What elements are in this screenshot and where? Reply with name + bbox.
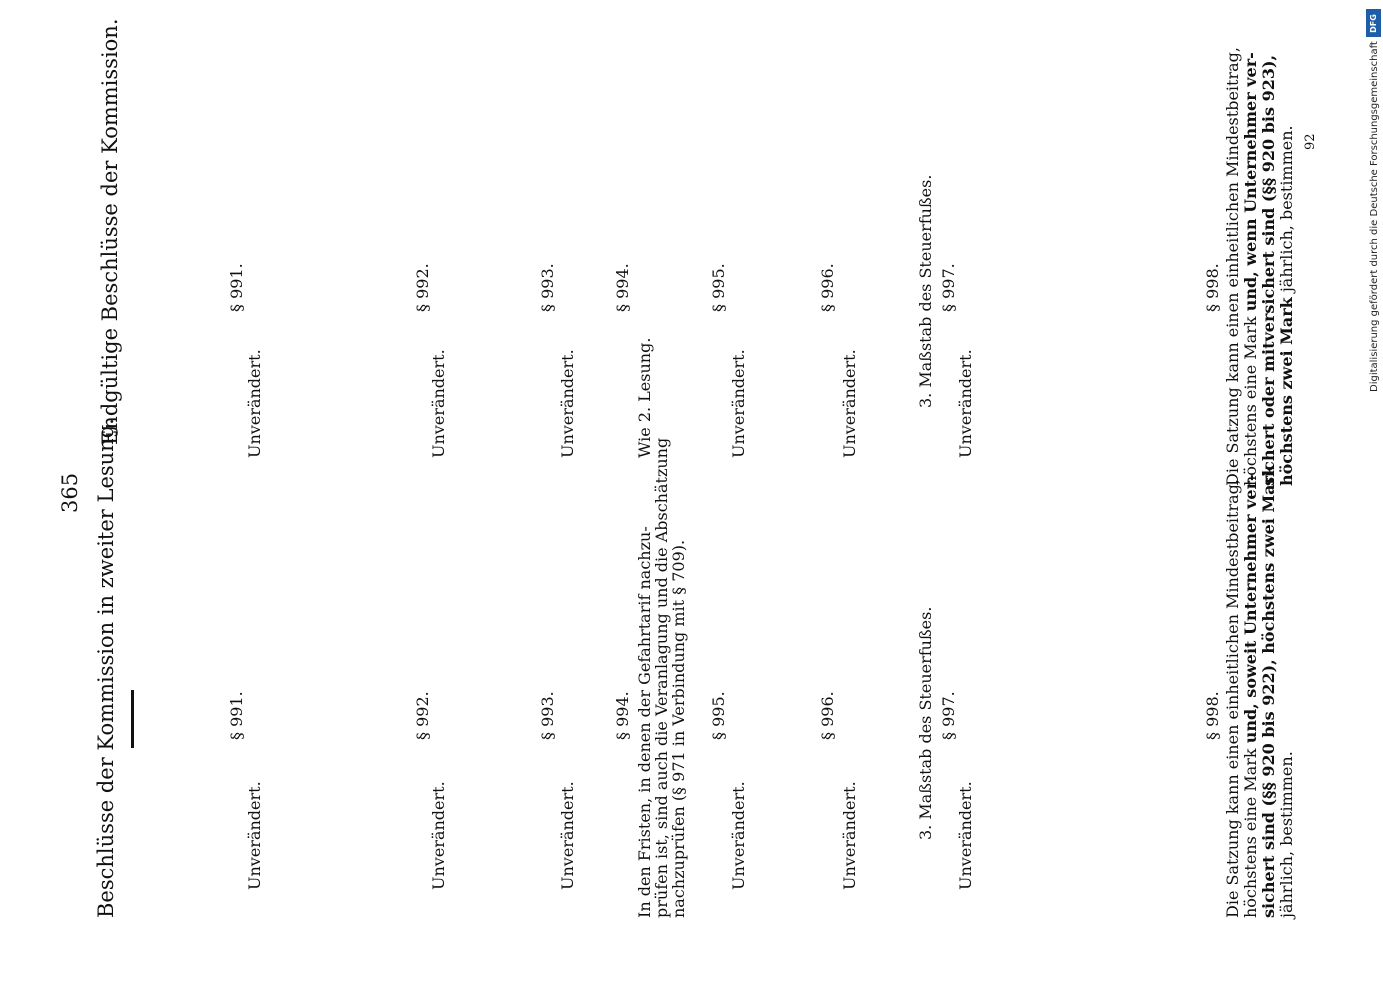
signature-mark: 92 — [1303, 133, 1318, 150]
right-unchanged-997: Unverändert. — [956, 349, 975, 458]
left-para-996: § 996. — [818, 691, 837, 740]
left-para-993: § 993. — [538, 691, 557, 740]
right-unchanged-994: Wie 2. Lesung. — [635, 337, 654, 458]
right-para-992: § 992. — [413, 263, 432, 312]
right-column-heading: Endgültige Beschlüsse der Kommission. — [98, 18, 122, 445]
right-text-998-line3: sichert oder mitversichert sind (§§ 920 bis 923), — [1259, 54, 1278, 486]
left-section-3-heading: 3. Maßstab des Steuerfußes. — [916, 606, 935, 840]
right-unchanged-992: Unverändert. — [429, 349, 448, 458]
left-text-994-line2: prüfen ist, sind auch die Veranlagung und die Abschätzung — [652, 437, 671, 918]
left-unchanged-991: Unverändert. — [245, 781, 264, 890]
heading-rule — [131, 690, 134, 748]
right-unchanged-993: Unverändert. — [558, 349, 577, 458]
right-para-997: § 997. — [939, 263, 958, 312]
right-unchanged-991: Unverändert. — [245, 349, 264, 458]
left-unchanged-995: Unverändert. — [729, 781, 748, 890]
digitization-credit: Digitalisierung gefördert durch die Deutsche Forschungsgemeinschaft — [1369, 41, 1380, 392]
right-text-998-part-f: jährlich, bestimmen. — [1277, 125, 1296, 293]
right-unchanged-995: Unverändert. — [729, 349, 748, 458]
right-para-994: § 994. — [613, 263, 632, 312]
right-text-998-line1: Die Satzung kann einen einheitlichen Mindestbeitrag, — [1223, 47, 1242, 486]
left-para-997: § 997. — [939, 691, 958, 740]
page-number: 365 — [58, 472, 82, 513]
left-text-998-line2 — [1243, 474, 1259, 918]
left-text-998-part-c: und, soweit Unternehmer ver- — [1241, 474, 1260, 744]
right-text-998-line2 — [1243, 52, 1259, 486]
right-para-993: § 993. — [538, 263, 557, 312]
left-text-998-line4: jährlich, bestimmen. — [1277, 751, 1296, 918]
left-para-998: § 998. — [1203, 691, 1222, 740]
left-para-994: § 994. — [613, 691, 632, 740]
left-text-998-line3: sichert sind (§§ 920 bis 922), höchstens zwei Mark — [1259, 464, 1278, 918]
left-text-994-line1: In den Fristen, in denen der Gefahrtarif nachzu- — [635, 526, 654, 918]
left-unchanged-992: Unverändert. — [429, 781, 448, 890]
left-text-998-line1: Die Satzung kann einen einheitlichen Mindestbeitrag, — [1223, 479, 1242, 918]
left-column-heading: Beschlüsse der Kommission in zweiter Lesung. — [94, 418, 118, 918]
right-text-998-part-b: höchstens eine Mark — [1241, 316, 1260, 486]
dfg-logo: DFG — [1366, 9, 1381, 37]
left-text-998-part-b: höchstens eine Mark — [1241, 748, 1260, 918]
right-section-3-heading: 3. Maßstab des Steuerfußes. — [916, 174, 935, 408]
right-text-998-line4 — [1279, 125, 1295, 486]
left-para-991: § 991. — [227, 691, 246, 740]
right-para-995: § 995. — [709, 263, 728, 312]
left-text-994-line3: nachzuprüfen (§ 971 in Verbindung mit § 709). — [669, 539, 688, 918]
left-unchanged-996: Unverändert. — [840, 781, 859, 890]
right-text-998-part-e: höchstens zwei Mark — [1277, 297, 1296, 486]
right-unchanged-996: Unverändert. — [840, 349, 859, 458]
left-para-992: § 992. — [413, 691, 432, 740]
right-text-998-part-c: und, wenn Unternehmer ver- — [1241, 52, 1260, 312]
right-para-991: § 991. — [227, 263, 246, 312]
right-para-998: § 998. — [1203, 263, 1222, 312]
left-para-995: § 995. — [709, 691, 728, 740]
left-unchanged-997: Unverändert. — [956, 781, 975, 890]
right-para-996: § 996. — [818, 263, 837, 312]
left-unchanged-993: Unverändert. — [558, 781, 577, 890]
